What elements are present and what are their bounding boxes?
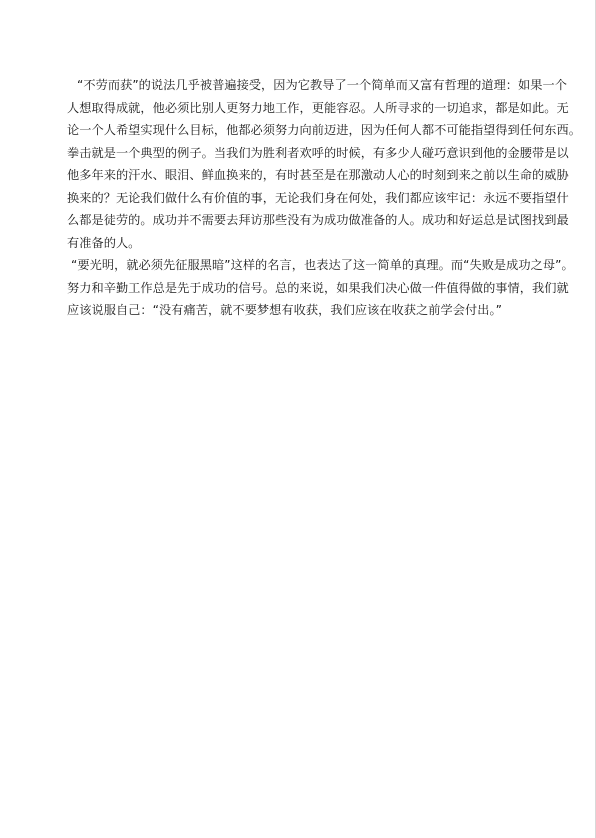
document-body xyxy=(67,74,581,322)
text-line: 换来的？无论我们做什么有价值的事，无论我们身在何处，我们都应该牢记：永远不要指望什 xyxy=(67,190,569,205)
text-line: 应该说服自己：“没有痛苦，就不要梦想有收获，我们应该在收获之前学会付出。” xyxy=(67,303,502,317)
text-line: “要光明，就必须先征服黑暗”这样的名言，也表达了这一简单的真理。而“失败是成功之母”。 xyxy=(71,258,574,272)
text-line: 有准备的人。 xyxy=(67,235,141,250)
text-line: 么都是徒劳的。成功并不需要去拜访那些没有为成功做准备的人。成功和好运总是试图找到最 xyxy=(67,213,569,227)
paragraph-2 xyxy=(67,254,574,322)
text-line: 拳击就是一个典型的例子。当我们为胜利者欢呼的时候，有多少人碰巧意识到他的金腰带是以 xyxy=(67,145,569,160)
paragraph-1 xyxy=(67,74,581,254)
text-line: 努力和辛勤工作总是先于成功的信号。总的来说，如果我们决心做一件值得做的事情，我们就 xyxy=(67,280,569,295)
text-line: “不劳而获”的说法几乎被普遍接受，因为它教导了一个简单而又富有哲理的道理：如果一个 xyxy=(77,78,567,92)
text-line: 论一个人希望实现什么目标，他都必须努力向前迈进，因为任何人都不可能指望得到任何东西。 xyxy=(67,123,581,137)
text-line: 人想取得成就，他必须比别人更努力地工作，更能容忍。人所寻求的一切追求，都是如此。无 xyxy=(67,100,569,115)
text-line: 他多年来的汗水、眼泪、鲜血换来的，有时甚至是在那激动人心的时刻到来之前以生命的威胁 xyxy=(67,168,569,182)
